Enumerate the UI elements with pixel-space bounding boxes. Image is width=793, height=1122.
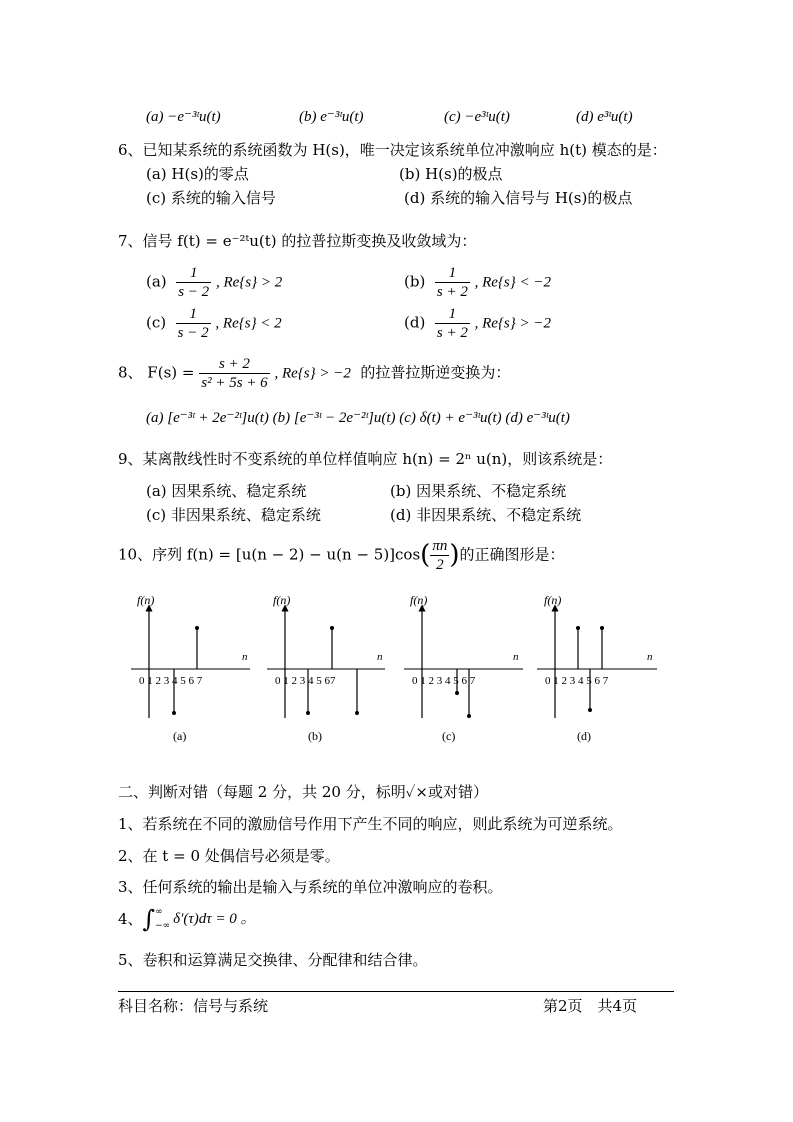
q7-fraction (176, 305, 211, 342)
q8-suffix: 的拉普拉斯逆变换为： (360, 363, 511, 382)
q9-option-b: (b) 因果系统、不稳定系统 (390, 482, 567, 500)
q5-option-d: (d) e³ᵗu(t) (576, 109, 633, 125)
q7-roc: , Re{s} > −2 (474, 315, 552, 332)
q7-frac-den: s − 2 (178, 284, 210, 300)
q8-frac-den: s² + 5s + 6 (201, 375, 268, 391)
q10-stem (118, 537, 565, 574)
footer-divider (118, 991, 674, 992)
plot-d (537, 593, 657, 743)
footer-subject: 科目名称：信号与系统 (118, 997, 269, 1015)
q7-frac-num: 1 (189, 306, 197, 322)
q5-option-a: (a) −e⁻³ᵗu(t) (146, 109, 221, 125)
q8-stem (118, 355, 510, 392)
plot-b (267, 593, 385, 743)
plot-b-stem-point (330, 626, 334, 630)
q6-option-a: (a) H(s)的零点 (146, 165, 249, 183)
plot-a-xlabel: n (242, 651, 248, 663)
q9-option-c: (c) 非因果系统、稳定系统 (146, 506, 321, 524)
q6-stem: 6、已知某系统的系统函数为 H(s)，唯一决定该系统单位冲激响应 h(t) 模态的是： (118, 141, 667, 159)
plot-c-xlabel: n (513, 651, 519, 663)
integral-upper-limit: ∞ (155, 907, 163, 917)
plot-d-ticks: 0 1 2 3 4 5 6 7 (545, 675, 609, 687)
q9-option-a: (a) 因果系统、稳定系统 (146, 482, 307, 500)
integral-sign: ∫ (142, 905, 156, 934)
section2-title: 二、判断对错（每题 2 分，共 20 分，标明✓×或对错） (118, 783, 488, 801)
q8-prefix: 8、 F(s) = (118, 363, 195, 382)
q6-option-d: (d) 系统的输入信号与 H(s)的极点 (404, 189, 633, 207)
q7-option-label: (b) (404, 272, 426, 291)
q10-plots (125, 588, 675, 748)
q6-option-b: (b) H(s)的极点 (399, 165, 503, 183)
item4-prefix: 4、 (118, 910, 143, 929)
plot-b-ylabel: f(n) (273, 593, 291, 607)
section2-item-4 (118, 905, 255, 935)
plot-d-stem-point (600, 626, 604, 630)
plot-a-caption: (a) (173, 729, 187, 743)
q8-roc: , Re{s} > −2 (274, 365, 351, 382)
q5-option-c: (c) −e³ᵗu(t) (444, 109, 510, 125)
q7-stem: 7、信号 f(t) = e⁻²ᵗu(t) 的拉普拉斯变换及收敛域为： (118, 232, 477, 250)
q7-roc: , Re{s} < 2 (215, 315, 282, 332)
q7-fraction (435, 305, 470, 342)
plot-d-xlabel: n (647, 651, 653, 663)
plot-d-stem-point (588, 708, 592, 712)
plot-b-stem-point (355, 711, 359, 715)
section2-item-5: 5、卷积和运算满足交换律、分配律和结合律。 (118, 951, 428, 969)
q7-option-b (404, 264, 551, 301)
plot-a-stem-point (172, 711, 176, 715)
q7-fraction (435, 264, 470, 301)
q10-right-paren: ) (449, 539, 460, 570)
section2-item-1: 1、若系统在不同的激励信号作用下产生不同的响应，则此系统为可逆系统。 (118, 815, 623, 833)
section2-item-2: 2、在 t = 0 处偶信号必须是零。 (118, 847, 340, 865)
q7-frac-num: 1 (189, 265, 198, 281)
plot-a-ticks: 0 1 2 3 4 5 6 7 (139, 675, 203, 687)
q7-frac-den: s − 2 (177, 325, 209, 341)
integral-lower-limit: −∞ (155, 921, 171, 932)
q10-left-paren: ( (420, 539, 431, 570)
plot-a (131, 593, 250, 743)
q10-frac-num: πn (432, 538, 448, 554)
q7-fraction (176, 264, 211, 301)
plot-c-stem-point (455, 691, 459, 695)
q9-option-d: (d) 非因果系统、不稳定系统 (390, 506, 582, 524)
integral-limits (155, 905, 170, 934)
plot-b-stem-point (306, 711, 310, 715)
plot-c-ylabel: f(n) (410, 593, 428, 607)
q10-fraction (430, 537, 449, 574)
q7-option-label: (c) (146, 313, 167, 332)
plot-a-ylabel: f(n) (137, 593, 155, 607)
plot-d-ylabel: f(n) (544, 593, 562, 607)
plot-b-caption: (b) (308, 729, 322, 743)
q7-option-a (146, 264, 282, 301)
q7-option-label: (a) (146, 272, 167, 291)
q7-frac-num: 1 (448, 265, 457, 281)
plot-c-stem-point (467, 714, 471, 718)
q7-roc: , Re{s} < −2 (474, 274, 552, 291)
q8-fraction (199, 355, 269, 392)
q8-options: (a) [e⁻³ᵗ + 2e⁻²ᵗ]u(t) (b) [e⁻³ᵗ − 2e⁻²ᵗ]u(t) (c) δ(t) + e⁻³ᵗu(t) (d) e⁻³ᵗu(t) (146, 410, 570, 426)
section2-item-3: 3、任何系统的输出是输入与系统的单位冲激响应的卷积。 (118, 878, 503, 896)
q7-frac-den: s + 2 (436, 325, 468, 341)
plot-c-caption: (c) (442, 729, 456, 743)
q7-option-c (146, 305, 282, 342)
q6-option-c: (c) 系统的输入信号 (146, 189, 276, 207)
q7-option-label: (d) (404, 313, 426, 332)
plot-d-caption: (d) (577, 729, 591, 743)
q10-frac-den: 2 (430, 555, 449, 574)
plot-b-ticks: 0 1 2 3 4 5 67 (275, 675, 336, 687)
q7-roc: , Re{s} > 2 (215, 274, 283, 291)
q5-option-b: (b) e⁻³ᵗu(t) (299, 109, 364, 125)
q7-frac-num: 1 (448, 306, 457, 322)
plot-c (404, 593, 523, 743)
plot-b-xlabel: n (377, 651, 383, 663)
footer-page: 第2页 共4页 (543, 997, 638, 1015)
item4-body: δ′(τ)dτ = 0 。 (173, 911, 256, 928)
plot-d-stem-point (576, 626, 580, 630)
q9-stem: 9、某离散线性时不变系统的单位样值响应 h(n) = 2ⁿ u(n)，则该系统是： (118, 450, 613, 468)
plot-c-ticks: 0 1 2 3 4 5 6 7 (412, 675, 476, 687)
q7-frac-den: s + 2 (436, 284, 468, 300)
q10-prefix: 10、序列 f(n) = [u(n − 2) − u(n − 5)]cos (118, 545, 421, 564)
plot-a-stem-point (195, 626, 199, 630)
q8-frac-num: s + 2 (218, 356, 250, 372)
q7-option-d (404, 305, 551, 342)
q10-suffix: 的正确图形是： (459, 545, 565, 564)
